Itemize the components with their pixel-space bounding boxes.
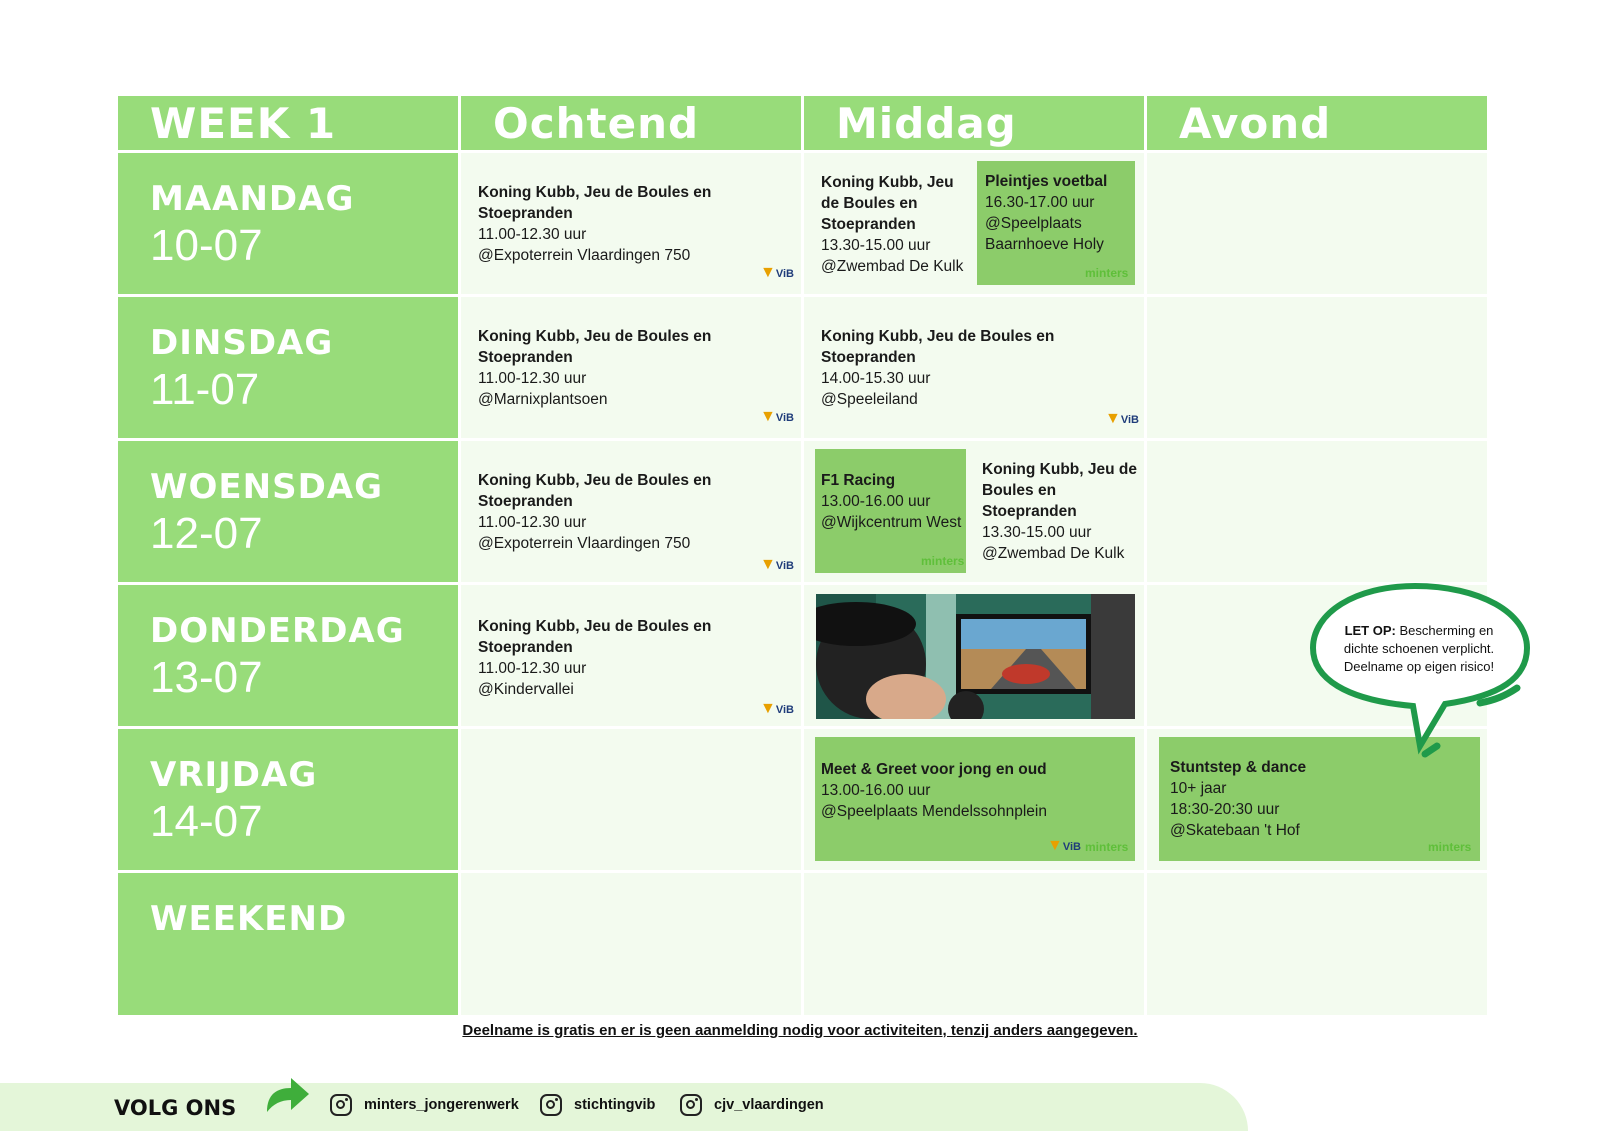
cell-tue-evening [1147,297,1487,438]
activity-title: Koning Kubb, Jeu de Boules en Stoepranden [821,328,1055,366]
afternoon-header: Middag [804,96,1144,150]
activity-title: Meet & Greet voor jong en oud [821,761,1047,778]
arrow-icon [263,1076,311,1116]
instagram-cjv[interactable] [680,1094,824,1116]
activity-title: Pleintjes voetbal [985,173,1108,190]
activity-place: @Expoterrein Vlaardingen 750 [478,535,691,552]
activity-time: 16.30-17.00 uur [985,194,1095,211]
day-name: WOENSDAG [150,467,384,507]
activity-place: @Speeleiland [821,391,918,408]
cell-wkd-morning [461,873,801,1015]
instagram-icon [330,1094,352,1116]
activity-place: @Speelplaats Mendelssohnplein [821,803,1047,820]
activity-place: @Expoterrein Vlaardingen 750 [478,247,691,264]
activity-place: @Kindervallei [478,681,574,698]
activity-wed-afternoon1 [821,470,966,533]
activity-time: 11.00-12.30 uur [478,514,587,531]
activity-place: @Marnixplantsoen [478,391,608,408]
activity-title: Koning Kubb, Jeu de Boules en Stoepranden [478,328,712,366]
instagram-icon [540,1094,562,1116]
activity-mon-afternoon [821,172,971,277]
cell-wkd-afternoon [804,873,1144,1015]
activity-time: 11.00-12.30 uur [478,370,587,387]
evening-header: Avond [1147,96,1487,150]
cell-wed-evening [1147,441,1487,582]
activity-place: @Zwembad De Kulk [982,545,1125,562]
minters-logo: minters [1085,840,1129,854]
activity-title: Koning Kubb, Jeu de Boules en Stoepranden [821,174,954,233]
activity-time: 11.00-12.30 uur [478,226,587,243]
activity-title: Koning Kubb, Jeu de Boules en Stoepranden [478,184,712,222]
activity-wed-morning [478,470,778,554]
follow-label: VOLG ONS [114,1096,237,1120]
instagram-vib[interactable] [540,1094,655,1116]
activity-title: Stuntstep & dance [1170,759,1307,776]
instagram-handle: stichtingvib [574,1097,656,1113]
minters-logo: minters [1085,266,1129,280]
minters-logo: minters [921,554,965,568]
instagram-minters[interactable] [330,1094,519,1116]
day-weekend [118,873,458,1015]
cell-mon-evening [1147,153,1487,294]
day-date: 14-07 [150,797,263,846]
day-thursday [118,585,458,726]
f1-simulator-image [816,594,1135,719]
vib-logo: ▼ViB [760,408,794,425]
activity-time: 13.00-16.00 uur [821,782,931,799]
activity-time: 13.00-16.00 uur [821,493,931,510]
f1-racing-photo [816,594,1135,719]
day-name: DONDERDAG [150,611,405,651]
activity-place: @Speelplaats Baarnhoeve Holy [985,215,1104,253]
day-monday [118,153,458,294]
day-friday [118,729,458,870]
activity-title: F1 Racing [821,472,896,489]
minters-logo: minters [1428,840,1472,854]
day-name: WEEKEND [150,899,348,939]
activity-fri-afternoon [821,759,1121,822]
activity-place: @Skatebaan 't Hof [1170,822,1300,839]
speech-bubble [1305,578,1535,774]
activity-title: Koning Kubb, Jeu de Boules en Stoepranden [478,618,712,656]
instagram-icon [680,1094,702,1116]
day-date: 12-07 [150,509,263,558]
notice-body: Bescherming en dichte schoenen verplicht. Deelname op eigen risico! [1343,623,1495,674]
activity-tue-afternoon [821,326,1121,410]
day-date: 13-07 [150,653,263,702]
notice-text [1335,622,1503,676]
cell-wkd-evening [1147,873,1487,1015]
day-date: 11-07 [150,365,260,414]
notice-label: LET OP: [1344,623,1396,638]
morning-header: Ochtend [461,96,801,150]
vib-logo: ▼ViB [1105,410,1139,427]
cell-fri-morning [461,729,801,870]
activity-time: 11.00-12.30 uur [478,660,587,677]
activity-place: @Wijkcentrum West [821,514,962,531]
week-header: WEEK 1 [118,96,458,150]
day-name: VRIJDAG [150,755,318,795]
activity-wed-afternoon2 [982,459,1137,564]
day-name: DINSDAG [150,323,334,363]
day-date: 10-07 [150,221,263,270]
activity-mon-afternoon2 [985,171,1130,255]
day-name: MAANDAG [150,179,355,219]
activity-place: @Zwembad De Kulk [821,258,964,275]
activity-time: 13.30-15.00 uur [821,237,931,254]
activity-tue-morning [478,326,778,410]
day-tuesday [118,297,458,438]
activity-time: 18:30-20:30 uur [1170,801,1280,818]
vib-logo: ▼ViB [1047,837,1081,854]
instagram-handle: cjv_vlaardingen [714,1097,824,1113]
activity-time: 13.30-15.00 uur [982,524,1092,541]
activity-time: 14.00-15.30 uur [821,370,931,387]
vib-logo: ▼ViB [760,264,794,281]
activity-title: Koning Kubb, Jeu de Boules en Stoepranden [478,472,712,510]
activity-mon-morning [478,182,778,266]
activity-age: 10+ jaar [1170,780,1227,797]
vib-logo: ▼ViB [760,556,794,573]
disclaimer: Deelname is gratis en er is geen aanmelding nodig voor activiteiten, tenzij anders aangegeven. [462,1022,1138,1039]
vib-logo: ▼ViB [760,700,794,717]
activity-thu-morning [478,616,778,700]
day-wednesday [118,441,458,582]
activity-title: Koning Kubb, Jeu de Boules en Stoepranden [982,461,1137,520]
instagram-handle: minters_jongerenwerk [364,1097,519,1113]
